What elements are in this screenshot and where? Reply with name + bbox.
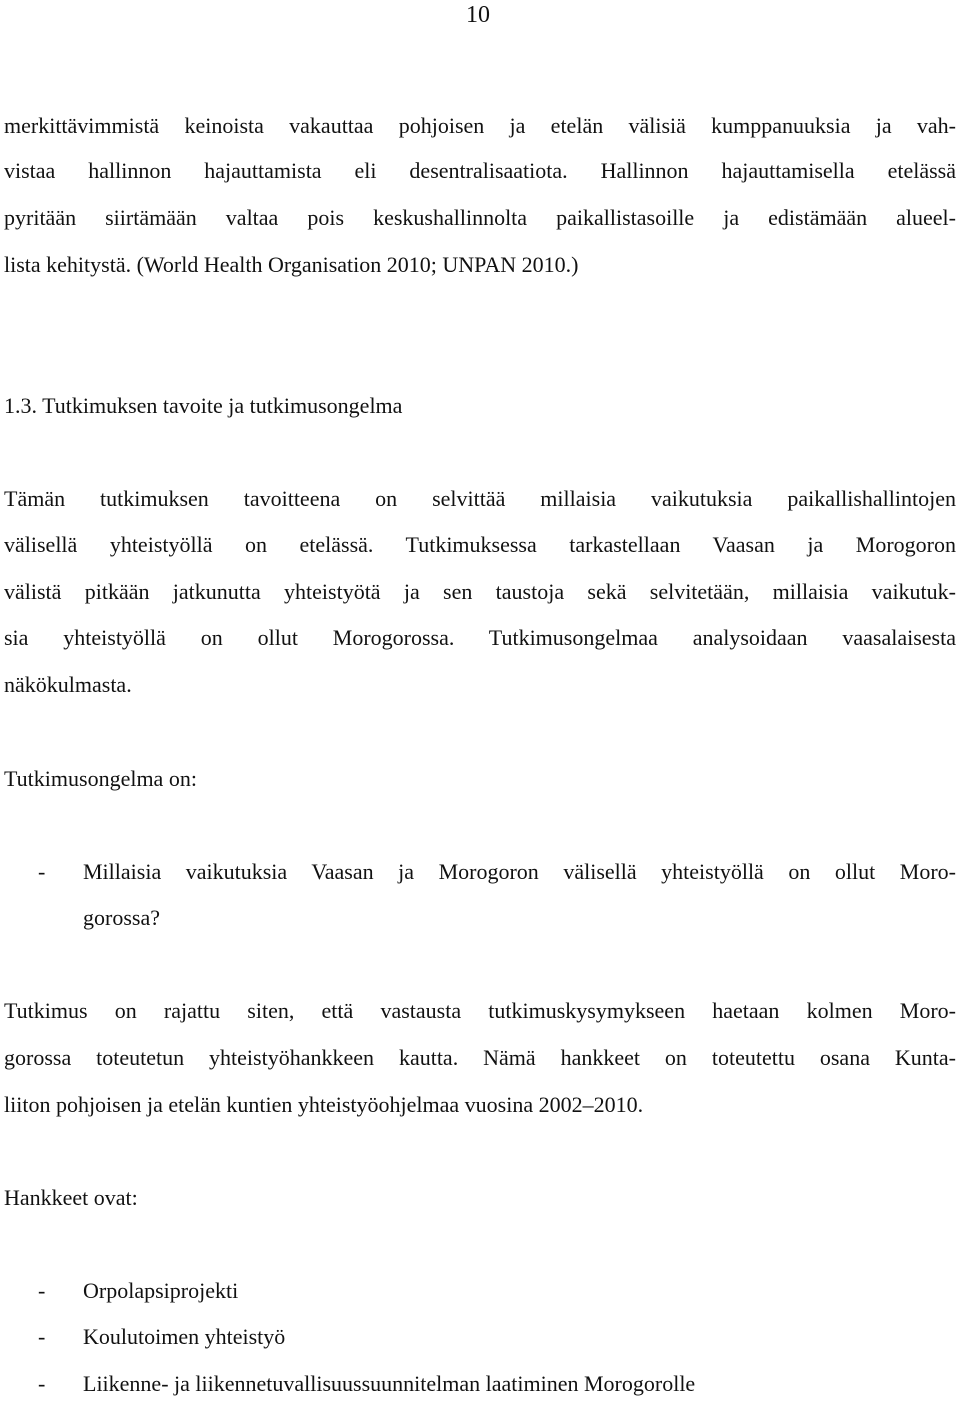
projects-label: Hankkeet ovat: <box>4 1185 138 1210</box>
project-item: Orpolapsiprojekti <box>83 1278 239 1303</box>
list-dash: - <box>38 1324 46 1349</box>
list-dash: - <box>38 1371 46 1396</box>
paragraph-line: välisellä yhteistyöllä on etelässä. Tutkimuksessa tarkastellaan Vaasan ja Morogoron <box>4 532 956 557</box>
paragraph-line: sia yhteistyöllä on ollut Morogorossa. Tutkimusongelmaa analysoidaan vaasalaisesta <box>4 625 956 650</box>
research-problem-label: Tutkimusongelma on: <box>4 766 197 791</box>
paragraph-line: välistä pitkään jatkunutta yhteistyötä ja sen taustoja sekä selvitetään, millaisia vaikutuk- <box>4 579 956 604</box>
section-heading: 1.3. Tutkimuksen tavoite ja tutkimusongelma <box>4 393 403 418</box>
paragraph-line: vistaa hallinnon hajauttamista eli desentralisaatiota. Hallinnon hajauttamisella etelässä <box>4 158 956 183</box>
paragraph-line: näkökulmasta. <box>4 672 132 697</box>
paragraph-line: Tämän tutkimuksen tavoitteena on selvittää millaisia vaikutuksia paikallishallintojen <box>4 486 956 511</box>
list-dash: - <box>38 1278 46 1303</box>
page-number: 10 <box>466 2 490 28</box>
paragraph-line: gorossa toteutetun yhteistyöhankkeen kautta. Nämä hankkeet on toteutettu osana Kunta- <box>4 1045 956 1070</box>
list-dash: - <box>38 859 46 884</box>
project-item: Koulutoimen yhteistyö <box>83 1324 286 1349</box>
paragraph-line: pyritään siirtämään valtaa pois keskushallinnolta paikallistasoille ja edistämään alueel- <box>4 205 956 230</box>
paragraph-line: merkittävimmistä keinoista vakauttaa pohjoisen ja etelän välisiä kumppanuuksia ja vah- <box>4 113 956 138</box>
project-item: Liikenne- ja liikennetuvallisuussuunnitelman laatiminen Morogorolle <box>83 1371 696 1396</box>
paragraph-line: liiton pohjoisen ja etelän kuntien yhteistyöohjelmaa vuosina 2002–2010. <box>4 1092 644 1117</box>
research-question-line: Millaisia vaikutuksia Vaasan ja Morogoron välisellä yhteistyöllä on ollut Moro- <box>83 859 956 884</box>
paragraph-line: Tutkimus on rajattu siten, että vastausta tutkimuskysymykseen haetaan kolmen Moro- <box>4 998 956 1023</box>
paragraph-line: lista kehitystä. (World Health Organisation 2010; UNPAN 2010.) <box>4 252 579 277</box>
research-question-line: gorossa? <box>83 905 160 930</box>
